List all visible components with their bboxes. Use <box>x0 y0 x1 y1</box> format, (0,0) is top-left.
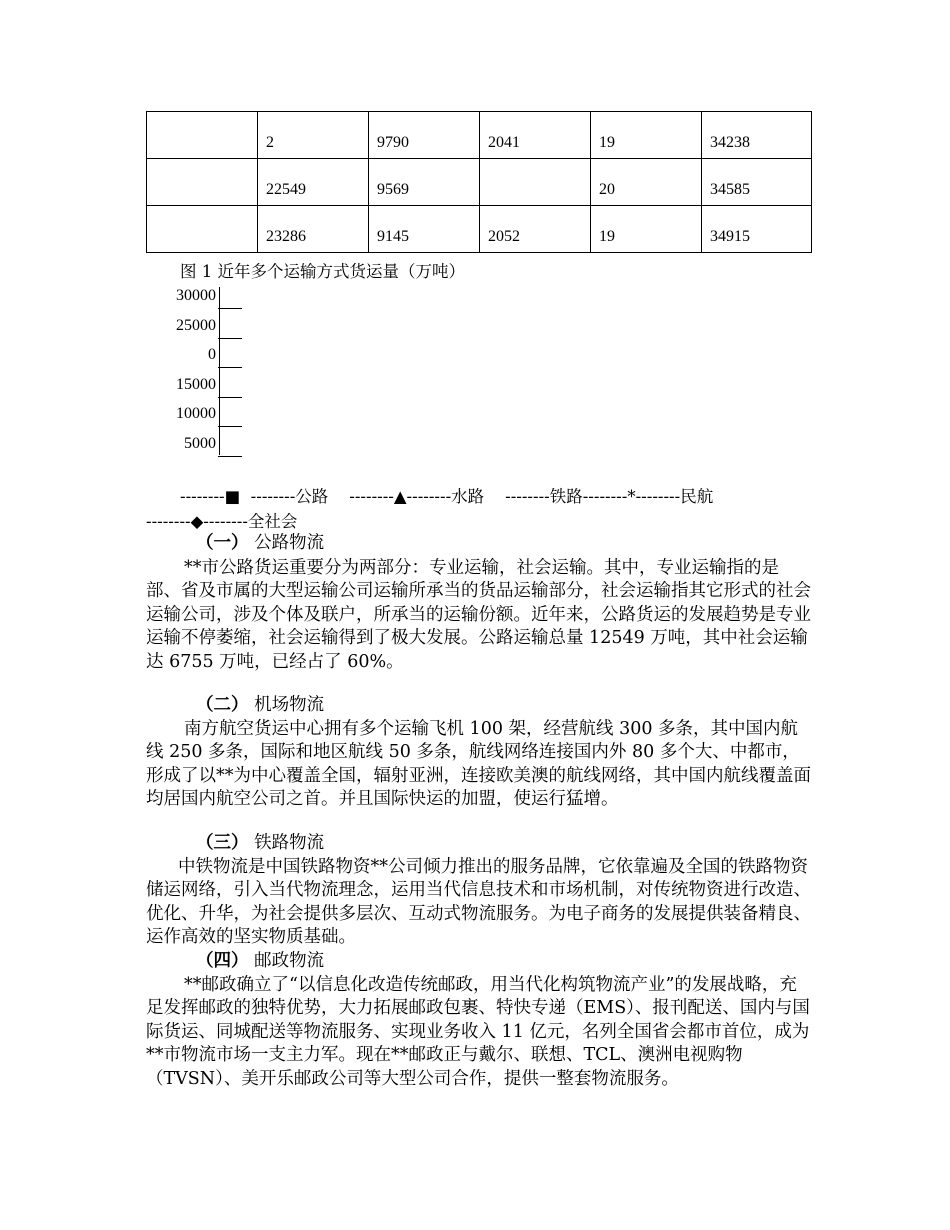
chart-legend-line2: --------◆--------全社会 <box>146 512 298 531</box>
y-tick-mark <box>218 397 242 398</box>
y-tick-label: 15000 <box>176 375 216 393</box>
table-cell: 9569 <box>369 159 480 206</box>
table-cell: 19 <box>591 112 702 159</box>
section-title: 公路物流 <box>254 533 325 553</box>
y-tick <box>150 405 250 435</box>
table-cell: 9145 <box>369 206 480 253</box>
y-tick-mark <box>218 426 242 427</box>
table-cell: 2041 <box>480 112 591 159</box>
section-number: （二） <box>196 695 249 715</box>
y-tick-label: 5000 <box>184 434 216 452</box>
paragraph: **市公路货运重要分为两部分：专业运输，社会运输。其中，专业运输指的是部、省及市属的大型运输公司运输所承当的货品运输部分，社会运输指其它形式的社会运输公司，涉及个体及联户，所承当的运输份额。近年来，公路货运的发展趋势是专业运输不停萎缩，社会运输得到了极大发展。公路运输总量 12549 万吨，其中社会运输达 6755 万吨，已经占了 60%。 <box>146 558 811 672</box>
paragraph: 中铁物流是中国铁路物资**公司倾力推出的服务品牌，它依靠遍及全国的铁路物资储运网络，引入当代物流理念，运用当代信息技术和市场机制，对传统物资进行改造、优化、升华，为社会提供多层次、互动式物流服务。为电子商务的发展提供装备精良、运作高效的坚实物质基础。 <box>146 857 811 948</box>
y-tick-label: 0 <box>208 346 216 363</box>
table-cell <box>147 159 258 206</box>
table-cell: 9790 <box>369 112 480 159</box>
y-tick-mark <box>218 308 242 309</box>
section-body <box>146 974 811 1091</box>
chart-legend-line1: --------■ --------公路 --------▲--------水路 --------铁路--------*--------民航 <box>180 487 714 506</box>
table-cell <box>147 112 258 159</box>
table-row <box>147 112 812 159</box>
y-tick-label: 25000 <box>176 316 216 334</box>
y-tick-mark <box>218 367 242 368</box>
section-heading <box>196 694 324 717</box>
section-title: 铁路物流 <box>254 833 325 853</box>
section-heading <box>196 950 324 973</box>
y-tick-mark <box>218 338 242 339</box>
table-cell: 34585 <box>702 159 812 206</box>
table-cell: 23286 <box>258 206 369 253</box>
y-tick <box>150 317 250 347</box>
freight-table <box>146 111 812 253</box>
section-title: 邮政物流 <box>254 951 325 971</box>
section-number: （三） <box>196 833 249 853</box>
section-body <box>146 856 811 950</box>
table-row <box>147 206 812 253</box>
table-cell: 20 <box>591 159 702 206</box>
y-tick <box>150 346 250 376</box>
table-cell: 19 <box>591 206 702 253</box>
table-cell: 34915 <box>702 206 812 253</box>
table-cell <box>480 159 591 206</box>
paragraph: 南方航空货运中心拥有多个运输飞机 100 架，经营航线 300 多条，其中国内航线 250 多条，国际和地区航线 50 多条，航线网络连接国内外 80 多个大、中都市，形成了以**为中心覆盖全国，辐射亚洲，连接欧美澳的航线网络，其中国内航线覆盖面均居国内航空公司之首。并且国际快运的加盟，使运行猛增。 <box>146 719 811 810</box>
section-title: 机场物流 <box>254 695 325 715</box>
chart-y-axis <box>150 287 250 464</box>
section-number: （一） <box>196 533 249 553</box>
chart-caption: 图 1 近年多个运输方式货运量（万吨） <box>180 262 465 281</box>
table-row <box>147 159 812 206</box>
y-tick-label: 30000 <box>176 287 216 304</box>
paragraph: **邮政确立了“以信息化改造传统邮政，用当代化构筑物流产业”的发展战略，充足发挥邮政的独特优势，大力拓展邮政包裹、特快专递（EMS）、报刊配送、国内与国际货运、同城配送等物流服务、实现业务收入 11 亿元，名列全国省会都市首位，成为**市物流市场一支主力军。现在**邮政正与戴尔、联想、TCL、澳洲电视购物（TVSN）、美开乐邮政公司等大型公司合作，提供一整套物流服务。 <box>146 975 810 1089</box>
section-heading <box>196 832 324 855</box>
section-heading <box>196 532 324 555</box>
y-tick <box>150 435 250 465</box>
table-cell: 22549 <box>258 159 369 206</box>
table-cell: 2 <box>258 112 369 159</box>
y-tick-mark <box>218 456 242 457</box>
y-tick-label: 10000 <box>176 405 216 422</box>
table-cell: 2052 <box>480 206 591 253</box>
table-cell <box>147 206 258 253</box>
y-tick <box>150 287 250 317</box>
y-tick <box>150 376 250 406</box>
section-number: （四） <box>196 951 249 971</box>
y-axis-line <box>219 287 220 455</box>
section-body <box>146 557 811 674</box>
section-body <box>146 718 811 812</box>
table-cell: 34238 <box>702 112 812 159</box>
